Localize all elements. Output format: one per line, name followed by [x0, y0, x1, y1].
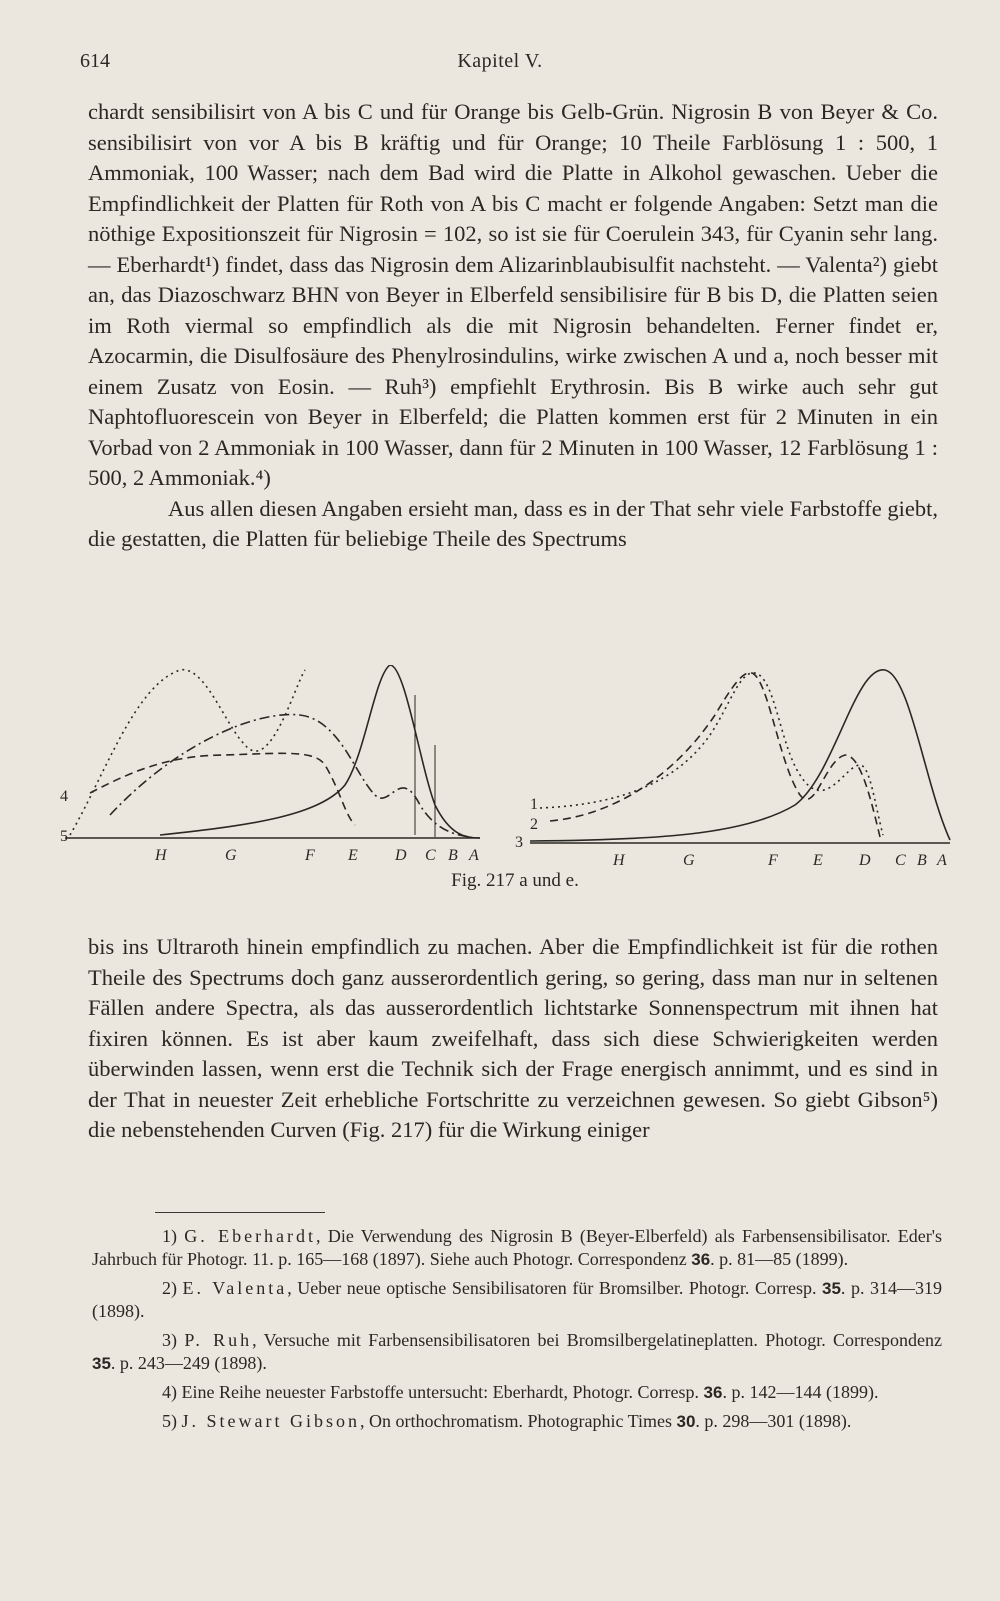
footnote-text: , Ueber neue optische Sensibilisatoren für Bromsilber. Photogr. Corresp. [287, 1278, 822, 1298]
curve-label-4: 4 [60, 788, 68, 805]
footnote-volume: 36 [703, 1383, 723, 1402]
footnote-text: , Die Verwendung des Nigrosin B (Beyer-Elberfeld) als Farbensensibilisator. Eder's Jahrbuch für Photogr. 11. p. 165—168 (1897). Siehe auch Photogr. Correspondenz [92, 1226, 942, 1269]
footnote-mark: 4) [162, 1382, 177, 1402]
left-axis-E: E [348, 847, 358, 864]
right-axis-C: C [895, 852, 906, 865]
footnote-3 [92, 1329, 942, 1375]
curve-label-1: 1 [530, 796, 538, 813]
footnote-2 [92, 1277, 942, 1323]
body-text-top [88, 97, 938, 555]
footnote-5 [92, 1410, 942, 1433]
left-axis-B: B [448, 847, 458, 864]
left-axis-H: H [155, 847, 167, 864]
footnote-volume: 35 [822, 1279, 841, 1298]
footnote-author: G. Eberhardt [184, 1226, 317, 1246]
footnote-1 [92, 1225, 942, 1271]
page-number: 614 [80, 50, 110, 72]
left-axis-D: D [395, 847, 407, 864]
right-axis-G: G [683, 852, 695, 865]
curve-label-3: 3 [515, 834, 523, 851]
footnote-tail: . p. 81—85 (1899). [710, 1249, 849, 1269]
right-axis-D: D [859, 852, 871, 865]
footnote-4 [92, 1381, 942, 1404]
right-axis-F: F [768, 852, 778, 865]
curve-label-2: 2 [530, 816, 538, 833]
left-axis-A: A [469, 847, 479, 864]
footnote-text: , Versuche mit Farbensensibilisatoren bei Bromsilbergelatineplatten. Photogr. Correspondenz [252, 1330, 943, 1350]
paragraph-3: bis ins Ultraroth hinein empfindlich zu machen. Aber die Empfindlichkeit ist für die rothen Theile des Spectrums doch ganz ausserordentlich gering, so gering, dass man nur in seltenen Fällen andere Spectra, als das ausserordentlich lichtstarke Sonnenspectrum mit ihnen hat fixiren können. Es ist aber kaum zweifelhaft, dass sich diese Schwierigkeiten werden überwinden lassen, wenn erst die Technik sich der Frage energisch annimmt, und es sind in der That in neuester Zeit erhebliche Fortschritte zu verzeichnen gewesen. So giebt Gibson⁵) die nebenstehenden Curven (Fig. 217) für die Wirkung einiger [88, 934, 938, 1142]
footnote-tail: . p. 314—319 (1898). [92, 1278, 942, 1321]
footnote-mark: 3) [162, 1330, 177, 1350]
footnote-rule [155, 1212, 325, 1213]
footnote-mark: 5) [162, 1411, 177, 1431]
footnote-text: Eine Reihe neuester Farbstoffe untersucht: Eberhardt, Photogr. Corresp. [181, 1382, 704, 1402]
footnote-author: P. Ruh [184, 1330, 253, 1350]
footnote-text: , On orthochromatism. Photographic Times [360, 1411, 677, 1431]
figure-labels [55, 665, 975, 865]
footnote-volume: 35 [92, 1354, 111, 1373]
footnote-author: E. Valenta [182, 1278, 288, 1298]
curve-label-5: 5 [60, 828, 68, 845]
right-axis-A: A [937, 852, 947, 865]
footnote-tail: . p. 298—301 (1898). [695, 1411, 852, 1431]
left-axis-F: F [305, 847, 315, 864]
footnote-volume: 30 [676, 1412, 696, 1431]
footnote-mark: 2) [162, 1278, 177, 1298]
right-axis-H: H [613, 852, 625, 865]
footnotes [92, 1225, 942, 1439]
footnote-tail: . p. 142—144 (1899). [722, 1382, 879, 1402]
figure-caption: Fig. 217 a und e. [451, 870, 579, 891]
figure-217 [55, 665, 975, 935]
chapter-title: Kapitel V. [457, 50, 543, 72]
paragraph-1: chardt sensibilisirt von A bis C und für Orange bis Gelb-Grün. Nigrosin B von Beyer & Co. sensibilisirt von vor A bis B kräftig und für Orange; 10 Theile Farblösung 1 : 500, 1 Ammoniak, 100 Wasser; nach dem Bad wird die Platte in Alkohol gewaschen. Ueber die Empfindlichkeit der Platten für Roth von A bis C macht er folgende Angaben: Setzt man die nöthige Expositionszeit für Nigrosin = 102, so ist sie für Coerulein 343, für Cyanin sehr lang. — Eberhardt¹) findet, dass das Nigrosin dem Alizarinblaubisulfit nachsteht. — Valenta²) giebt an, das Diazoschwarz BHN von Beyer in Elberfeld sensibilisire für B bis D, die Platten seien im Roth viermal so empfindlich als die mit Nigrosin behandelten. Ferner findet er, Azocarmin, die Disulfosäure des Phenylrosindulins, wirke zwischen A und a, noch besser mit einem Zusatz von Eosin. — Ruh³) empfiehlt Erythrosin. Bis B wirke auch sehr gut Naphtofluorescein von Beyer in Elberfeld; die Platten kommen erst für 2 Minuten in ein Vorbad von 2 Ammoniak in 100 Wasser, dann für 2 Minuten in 100 Wasser, 12 Farblösung 1 : 500, 2 Ammoniak.⁴) [88, 99, 938, 490]
footnote-author: J. Stewart Gibson [181, 1411, 360, 1431]
running-header [80, 50, 920, 80]
footnote-volume: 36 [691, 1250, 711, 1269]
right-axis-B: B [917, 852, 927, 865]
paragraph-2: Aus allen diesen Angaben ersieht man, dass es in der That sehr viele Farbstoffe giebt, die gestatten, die Platten für beliebige Theile des Spectrums [88, 495, 938, 551]
right-axis-E: E [813, 852, 823, 865]
body-text-bottom [88, 932, 938, 1146]
footnote-mark: 1) [162, 1226, 177, 1246]
left-axis-G: G [225, 847, 237, 864]
left-axis-C: C [425, 847, 436, 864]
footnote-tail: . p. 243—249 (1898). [110, 1353, 267, 1373]
